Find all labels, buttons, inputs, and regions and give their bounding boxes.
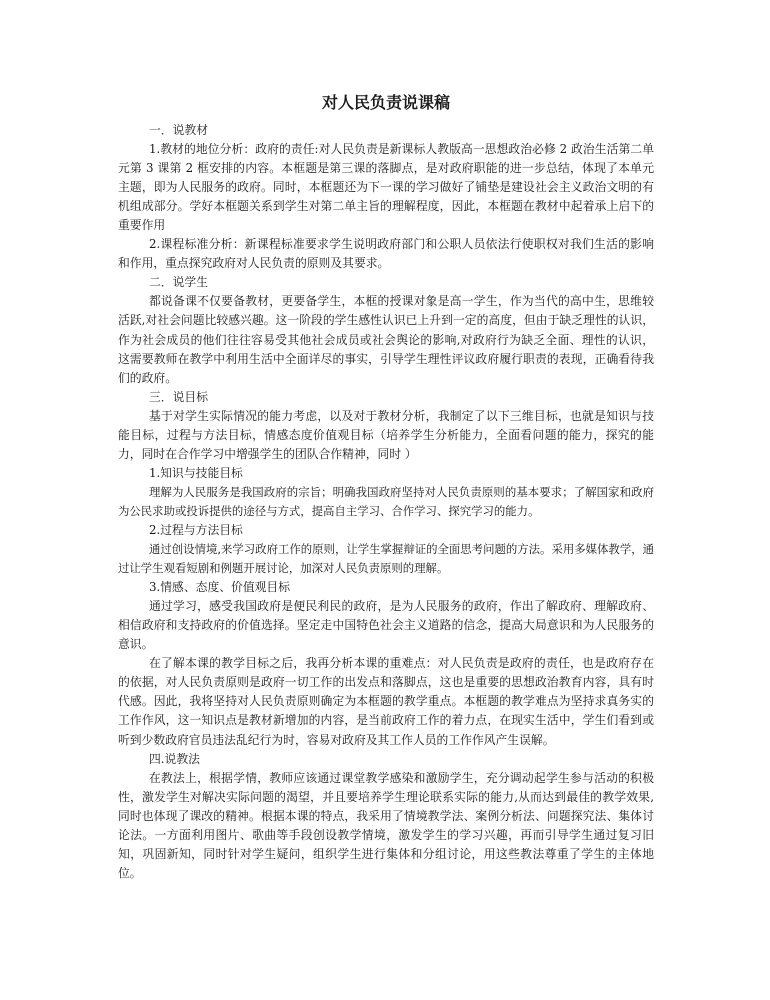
paragraph-methods: 在教法上，根据学情，教师应该通过课堂教学感染和激励学生，充分调动起学生参与活动的积极性，激发学生对解决实际问题的渴望，并且要培养学生理论联系实际的能力,从而达到最佳的教学效果,同时也体现了课改的精神。根据本课的特点，我采用了情境教学法、案例分析法、问题探究法、集体讨论法。一方面利用图片、歌曲等手段创设教学情境，激发学生的学习兴趣，再而引导学生通过复习旧知，巩固新知，同时针对学生疑问，组织学生进行集体和分组讨论，用这些教法尊重了学生的主体地位。: [118, 770, 654, 880]
section-heading-goals: 三．说目标: [149, 389, 208, 404]
section-heading-methods: 四.说教法: [149, 751, 200, 766]
subheading-process-method: 2.过程与方法目标: [149, 522, 243, 537]
paragraph-goals-intro: 基于对学生实际情况的能力考虑，以及对于教材分析，我制定了以下三维目标，也就是知识与技能目标，过程与方法目标，情感态度价值观目标（培养学生分析能力，全面看问题的能力，探究的能力，同时在合作学习中增强学生的团队合作精神，同时 ）: [118, 408, 654, 461]
paragraph-curriculum-standard: 2.课程标准分析：新课程标准要求学生说明政府部门和公职人员依法行使职权对我们生活的影响和作用，重点探究政府对人民负责的原则及其要求。: [118, 237, 654, 271]
section-heading-students: 二．说学生: [149, 275, 208, 290]
subheading-knowledge-skills: 1.知识与技能目标: [149, 465, 243, 480]
document-title: 对人民负责说课稿: [321, 93, 450, 112]
paragraph-knowledge-skills: 理解为人民服务是我国政府的宗旨；明确我国政府坚持对人民负责原则的基本要求；了解国家和政府为公民求助或投诉提供的途径与方式，提高自主学习、合作学习、探究学习的能力。: [118, 484, 654, 518]
paragraph-emotion-values: 通过学习，感受我国政府是便民利民的政府，是为人民服务的政府，作出了解政府、理解政府、相信政府和支持政府的价值选择。坚定走中国特色社会主义道路的信念，提高大局意识和为人民服务的意识。: [118, 599, 654, 652]
paragraph-process-method: 通过创设情境,来学习政府工作的原则，让学生掌握辩证的全面思考问题的方法。采用多媒体教学，通过让学生观看短剧和例题开展讨论，加深对人民负责原则的理解。: [118, 542, 654, 576]
paragraph-key-points: 在了解本课的教学目标之后，我再分析本课的重难点：对人民负责是政府的责任，也是政府存在的依据，对人民负责原则是政府一切工作的出发点和落脚点，这也是重要的思想政治教育内容，具有时代感。因此，我将坚持对人民负责原则确定为本框题的教学重点。本框题的教学难点为坚持求真务实的工作作风，这一知识点是教材新增加的内容，是当前政府工作的着力点，在现实生活中，学生们看到或听到少数政府官员违法乱纪行为时，容易对政府及其工作人员的工作作风产生误解。: [118, 656, 654, 747]
paragraph-students: 都说备课不仅要备教材，更要备学生，本框的授课对象是高一学生，作为当代的高中生，思维较活跃,对社会问题比较感兴趣。这一阶段的学生感性认识已上升到一定的高度，但由于缺乏理性的认识，作为社会成员的他们往往容易受其他社会成员或社会舆论的影响,对政府行为缺乏全面、理性的认识， 这需要教师在教学中利用生活中全面详尽的事实，引导学生理性评议政府履行职责的表现，正确看待我们的政府。: [118, 294, 654, 385]
paragraph-textbook-position: 1.教材的地位分析：政府的责任:对人民负责是新课标人教版高一思想政治必修 2 政治生活第二单元第 3 课第 2 框安排的内容。本框题是第三课的落脚点，是对政府职能的进一步总结，体现了本单元主题，即为人民服务的政府。同时，本框题还为下一课的学习做好了铺垫是建设社会主义政治文明的有机组成部分。学好本框题关系到学生对第二单主旨的理解程度，因此，本框题在教材中起着承上启下的重要作用: [118, 142, 654, 233]
subheading-emotion-values: 3.情感、态度、价值观目标: [149, 580, 291, 595]
section-heading-textbook: 一．说教材: [149, 123, 208, 137]
